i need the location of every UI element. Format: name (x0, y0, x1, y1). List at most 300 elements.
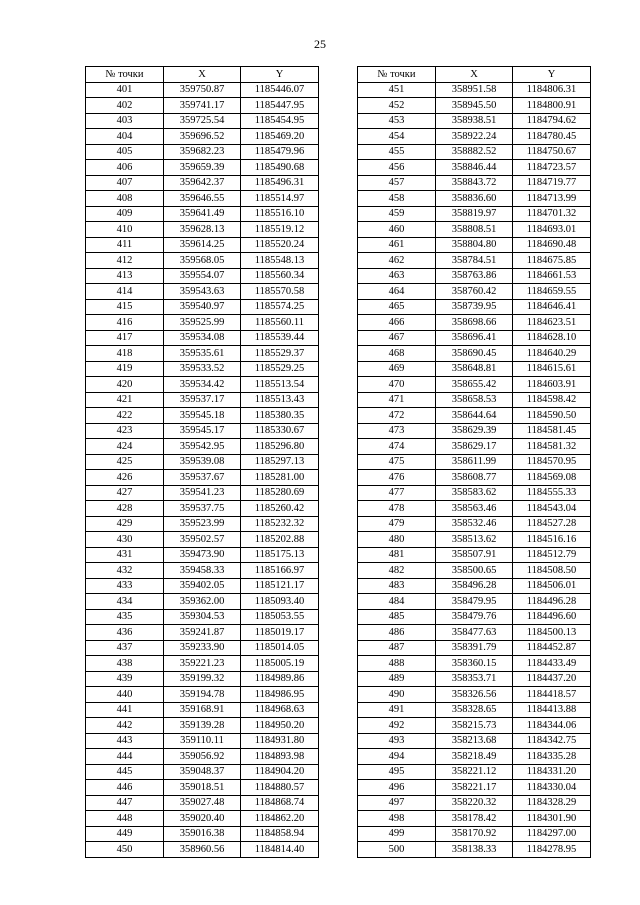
cell-y: 1185520.24 (241, 237, 319, 253)
table-row (86, 671, 319, 687)
cell-y: 1184331.20 (513, 764, 591, 780)
cell-y: 1184543.04 (513, 501, 591, 517)
cell-x: 359741.17 (164, 98, 241, 114)
table-row (358, 222, 591, 238)
table-row (358, 454, 591, 470)
cell-y: 1185548.13 (241, 253, 319, 269)
cell-x: 358655.42 (436, 377, 513, 393)
cell-point-number: 417 (86, 330, 164, 346)
table-row (358, 640, 591, 656)
cell-x: 359646.55 (164, 191, 241, 207)
cell-x: 358215.73 (436, 718, 513, 734)
cell-point-number: 469 (358, 361, 436, 377)
table-row (358, 253, 591, 269)
cell-x: 358763.86 (436, 268, 513, 284)
table-row (358, 284, 591, 300)
cell-point-number: 485 (358, 609, 436, 625)
cell-x: 358804.80 (436, 237, 513, 253)
table-row (358, 656, 591, 672)
cell-point-number: 474 (358, 439, 436, 455)
header-point-number: № точки (358, 67, 436, 83)
cell-y: 1184675.85 (513, 253, 591, 269)
table-row (86, 175, 319, 191)
cell-y: 1184570.95 (513, 454, 591, 470)
cell-x: 359020.40 (164, 811, 241, 827)
cell-point-number: 498 (358, 811, 436, 827)
cell-point-number: 401 (86, 82, 164, 98)
table-row (86, 501, 319, 517)
cell-x: 358808.51 (436, 222, 513, 238)
cell-point-number: 484 (358, 594, 436, 610)
cell-y: 1184581.45 (513, 423, 591, 439)
cell-point-number: 462 (358, 253, 436, 269)
table-row (358, 842, 591, 858)
cell-x: 358328.65 (436, 702, 513, 718)
table-row (358, 129, 591, 145)
cell-x: 359537.67 (164, 470, 241, 486)
table-row (86, 129, 319, 145)
cell-x: 359534.42 (164, 377, 241, 393)
table-row (86, 578, 319, 594)
cell-point-number: 442 (86, 718, 164, 734)
cell-y: 1184496.28 (513, 594, 591, 610)
cell-point-number: 411 (86, 237, 164, 253)
table-row (86, 392, 319, 408)
cell-y: 1185516.10 (241, 206, 319, 222)
cell-x: 358945.50 (436, 98, 513, 114)
cell-point-number: 456 (358, 160, 436, 176)
cell-y: 1184931.80 (241, 733, 319, 749)
cell-y: 1184690.48 (513, 237, 591, 253)
cell-x: 359537.75 (164, 501, 241, 517)
table-row (86, 826, 319, 842)
cell-point-number: 473 (358, 423, 436, 439)
cell-x: 359725.54 (164, 113, 241, 129)
table-row (86, 330, 319, 346)
cell-x: 359221.23 (164, 656, 241, 672)
cell-y: 1184880.57 (241, 780, 319, 796)
table-row (358, 749, 591, 765)
cell-x: 358690.45 (436, 346, 513, 362)
cell-point-number: 495 (358, 764, 436, 780)
table-header-row (358, 67, 591, 83)
cell-x: 358391.79 (436, 640, 513, 656)
cell-y: 1184500.13 (513, 625, 591, 641)
cell-y: 1184780.45 (513, 129, 591, 145)
cell-x: 359027.48 (164, 795, 241, 811)
cell-x: 359241.87 (164, 625, 241, 641)
header-y: Y (241, 67, 319, 83)
table-row (86, 423, 319, 439)
cell-x: 358784.51 (436, 253, 513, 269)
cell-point-number: 458 (358, 191, 436, 207)
table-row (358, 501, 591, 517)
cell-y: 1184516.16 (513, 532, 591, 548)
cell-y: 1185166.97 (241, 563, 319, 579)
cell-y: 1184968.63 (241, 702, 319, 718)
cell-x: 358819.97 (436, 206, 513, 222)
cell-y: 1184615.61 (513, 361, 591, 377)
table-row (358, 408, 591, 424)
cell-y: 1184506.01 (513, 578, 591, 594)
table-row (86, 346, 319, 362)
cell-y: 1184623.51 (513, 315, 591, 331)
cell-point-number: 496 (358, 780, 436, 796)
cell-x: 358648.81 (436, 361, 513, 377)
cell-y: 1184750.67 (513, 144, 591, 160)
cell-point-number: 493 (358, 733, 436, 749)
cell-y: 1184661.53 (513, 268, 591, 284)
cell-y: 1184413.88 (513, 702, 591, 718)
table-row (358, 733, 591, 749)
table-row (86, 640, 319, 656)
cell-y: 1184328.29 (513, 795, 591, 811)
table-row (358, 563, 591, 579)
cell-point-number: 463 (358, 268, 436, 284)
cell-y: 1184433.49 (513, 656, 591, 672)
cell-x: 359642.37 (164, 175, 241, 191)
cell-x: 358882.52 (436, 144, 513, 160)
cell-y: 1185574.25 (241, 299, 319, 315)
table-row (358, 330, 591, 346)
cell-y: 1184794.62 (513, 113, 591, 129)
cell-x: 358644.64 (436, 408, 513, 424)
cell-y: 1185490.68 (241, 160, 319, 176)
cell-point-number: 497 (358, 795, 436, 811)
cell-x: 359199.32 (164, 671, 241, 687)
table-row (358, 547, 591, 563)
cell-x: 359362.00 (164, 594, 241, 610)
cell-x: 358496.28 (436, 578, 513, 594)
cell-y: 1184508.50 (513, 563, 591, 579)
header-point-number: № точки (86, 67, 164, 83)
cell-x: 359016.38 (164, 826, 241, 842)
cell-point-number: 471 (358, 392, 436, 408)
cell-y: 1184628.10 (513, 330, 591, 346)
cell-point-number: 441 (86, 702, 164, 718)
table-row (86, 795, 319, 811)
cell-point-number: 428 (86, 501, 164, 517)
cell-x: 359696.52 (164, 129, 241, 145)
cell-y: 1184646.41 (513, 299, 591, 315)
table-row (86, 733, 319, 749)
table-row (358, 795, 591, 811)
cell-x: 359750.87 (164, 82, 241, 98)
table-row (358, 268, 591, 284)
table-row (358, 826, 591, 842)
table-row (86, 98, 319, 114)
table-row (86, 563, 319, 579)
cell-point-number: 433 (86, 578, 164, 594)
cell-x: 359233.90 (164, 640, 241, 656)
table-row (358, 718, 591, 734)
cell-x: 358760.42 (436, 284, 513, 300)
cell-point-number: 421 (86, 392, 164, 408)
cell-x: 359018.51 (164, 780, 241, 796)
cell-y: 1184603.91 (513, 377, 591, 393)
cell-y: 1185053.55 (241, 609, 319, 625)
cell-x: 359543.63 (164, 284, 241, 300)
cell-x: 359048.37 (164, 764, 241, 780)
cell-y: 1185539.44 (241, 330, 319, 346)
table-row (86, 656, 319, 672)
cell-point-number: 449 (86, 826, 164, 842)
cell-x: 359542.95 (164, 439, 241, 455)
cell-y: 1184986.95 (241, 687, 319, 703)
cell-point-number: 426 (86, 470, 164, 486)
cell-y: 1184581.32 (513, 439, 591, 455)
cell-x: 359534.08 (164, 330, 241, 346)
table-row (86, 82, 319, 98)
cell-point-number: 404 (86, 129, 164, 145)
cell-point-number: 499 (358, 826, 436, 842)
table-row (86, 780, 319, 796)
table-row (358, 671, 591, 687)
table-row (86, 361, 319, 377)
cell-y: 1185479.96 (241, 144, 319, 160)
cell-point-number: 451 (358, 82, 436, 98)
cell-y: 1185560.34 (241, 268, 319, 284)
table-row (358, 625, 591, 641)
cell-y: 1184893.98 (241, 749, 319, 765)
cell-x: 358563.46 (436, 501, 513, 517)
cell-y: 1184569.08 (513, 470, 591, 486)
cell-point-number: 477 (358, 485, 436, 501)
cell-point-number: 446 (86, 780, 164, 796)
cell-point-number: 472 (358, 408, 436, 424)
table-row (358, 811, 591, 827)
cell-point-number: 440 (86, 687, 164, 703)
table-row (358, 764, 591, 780)
cell-point-number: 486 (358, 625, 436, 641)
table-row (86, 811, 319, 827)
table-row (358, 392, 591, 408)
table-row (86, 842, 319, 858)
table-row (358, 594, 591, 610)
cell-point-number: 489 (358, 671, 436, 687)
cell-x: 358218.49 (436, 749, 513, 765)
table-row (358, 160, 591, 176)
table-row (86, 191, 319, 207)
cell-y: 1185260.42 (241, 501, 319, 517)
cell-point-number: 436 (86, 625, 164, 641)
cell-x: 358220.32 (436, 795, 513, 811)
cell-y: 1184527.28 (513, 516, 591, 532)
cell-x: 358213.68 (436, 733, 513, 749)
cell-x: 359525.99 (164, 315, 241, 331)
cell-point-number: 416 (86, 315, 164, 331)
cell-y: 1185175.13 (241, 547, 319, 563)
cell-x: 359628.13 (164, 222, 241, 238)
cell-x: 358353.71 (436, 671, 513, 687)
cell-y: 1184344.06 (513, 718, 591, 734)
cell-y: 1184278.95 (513, 842, 591, 858)
table-row (358, 315, 591, 331)
cell-y: 1184950.20 (241, 718, 319, 734)
cell-point-number: 483 (358, 578, 436, 594)
cell-x: 358477.63 (436, 625, 513, 641)
table-row (86, 160, 319, 176)
cell-x: 358500.65 (436, 563, 513, 579)
cell-x: 359502.57 (164, 532, 241, 548)
table-row (86, 284, 319, 300)
cell-y: 1184862.20 (241, 811, 319, 827)
cell-x: 358138.33 (436, 842, 513, 858)
cell-y: 1185519.12 (241, 222, 319, 238)
cell-point-number: 408 (86, 191, 164, 207)
cell-point-number: 455 (358, 144, 436, 160)
cell-point-number: 447 (86, 795, 164, 811)
cell-x: 359545.17 (164, 423, 241, 439)
cell-y: 1185281.00 (241, 470, 319, 486)
cell-x: 358836.60 (436, 191, 513, 207)
cell-y: 1185529.37 (241, 346, 319, 362)
cell-point-number: 427 (86, 485, 164, 501)
table-header-row (86, 67, 319, 83)
cell-point-number: 423 (86, 423, 164, 439)
cell-x: 358611.99 (436, 454, 513, 470)
cell-y: 1184640.29 (513, 346, 591, 362)
cell-y: 1185232.32 (241, 516, 319, 532)
table-row (86, 470, 319, 486)
cell-point-number: 445 (86, 764, 164, 780)
cell-point-number: 452 (358, 98, 436, 114)
cell-point-number: 476 (358, 470, 436, 486)
cell-y: 1184719.77 (513, 175, 591, 191)
cell-point-number: 424 (86, 439, 164, 455)
cell-x: 358951.58 (436, 82, 513, 98)
cell-y: 1184806.31 (513, 82, 591, 98)
table-row (358, 377, 591, 393)
cell-x: 359110.11 (164, 733, 241, 749)
cell-x: 358960.56 (164, 842, 241, 858)
cell-y: 1185513.43 (241, 392, 319, 408)
cell-point-number: 413 (86, 268, 164, 284)
cell-x: 359554.07 (164, 268, 241, 284)
cell-y: 1185280.69 (241, 485, 319, 501)
table-row (358, 780, 591, 796)
cell-point-number: 492 (358, 718, 436, 734)
table-row (358, 361, 591, 377)
cell-x: 358583.62 (436, 485, 513, 501)
cell-point-number: 412 (86, 253, 164, 269)
cell-point-number: 439 (86, 671, 164, 687)
cell-point-number: 491 (358, 702, 436, 718)
cell-point-number: 419 (86, 361, 164, 377)
table-row (86, 222, 319, 238)
cell-y: 1184590.50 (513, 408, 591, 424)
table-row (358, 82, 591, 98)
cell-point-number: 457 (358, 175, 436, 191)
cell-point-number: 494 (358, 749, 436, 765)
cell-y: 1185014.05 (241, 640, 319, 656)
table-row (358, 423, 591, 439)
table-row (358, 98, 591, 114)
cell-point-number: 464 (358, 284, 436, 300)
cell-x: 358608.77 (436, 470, 513, 486)
table-row (86, 687, 319, 703)
table-row (86, 253, 319, 269)
cell-y: 1184301.90 (513, 811, 591, 827)
cell-point-number: 482 (358, 563, 436, 579)
cell-point-number: 406 (86, 160, 164, 176)
cell-y: 1185296.80 (241, 439, 319, 455)
table-row (86, 625, 319, 641)
table-row (86, 439, 319, 455)
table-row (86, 113, 319, 129)
cell-y: 1184437.20 (513, 671, 591, 687)
cell-y: 1184713.99 (513, 191, 591, 207)
cell-x: 359194.78 (164, 687, 241, 703)
table-row (358, 516, 591, 532)
cell-x: 358938.51 (436, 113, 513, 129)
cell-point-number: 431 (86, 547, 164, 563)
table-row (86, 299, 319, 315)
cell-point-number: 481 (358, 547, 436, 563)
cell-x: 358532.46 (436, 516, 513, 532)
cell-point-number: 468 (358, 346, 436, 362)
cell-y: 1184659.55 (513, 284, 591, 300)
cell-x: 359659.39 (164, 160, 241, 176)
cell-x: 359139.28 (164, 718, 241, 734)
cell-point-number: 490 (358, 687, 436, 703)
cell-x: 358739.95 (436, 299, 513, 315)
cell-x: 359168.91 (164, 702, 241, 718)
cell-y: 1185330.67 (241, 423, 319, 439)
cell-y: 1184858.94 (241, 826, 319, 842)
cell-point-number: 488 (358, 656, 436, 672)
table-row (358, 702, 591, 718)
cell-point-number: 448 (86, 811, 164, 827)
table-row (86, 315, 319, 331)
cell-point-number: 475 (358, 454, 436, 470)
cell-x: 359540.97 (164, 299, 241, 315)
cell-x: 358922.24 (436, 129, 513, 145)
cell-y: 1185514.97 (241, 191, 319, 207)
cell-x: 358507.91 (436, 547, 513, 563)
cell-x: 358360.15 (436, 656, 513, 672)
table-row (86, 718, 319, 734)
cell-y: 1184555.33 (513, 485, 591, 501)
cell-y: 1185513.54 (241, 377, 319, 393)
cell-point-number: 478 (358, 501, 436, 517)
table-row (86, 485, 319, 501)
cell-x: 359614.25 (164, 237, 241, 253)
cell-x: 359402.05 (164, 578, 241, 594)
cell-x: 358629.39 (436, 423, 513, 439)
table-row (358, 470, 591, 486)
coordinates-table-right (357, 66, 591, 858)
table-row (86, 408, 319, 424)
cell-x: 358698.66 (436, 315, 513, 331)
cell-y: 1185447.95 (241, 98, 319, 114)
cell-point-number: 487 (358, 640, 436, 656)
table-body-right (358, 82, 591, 857)
cell-point-number: 434 (86, 594, 164, 610)
cell-y: 1185446.07 (241, 82, 319, 98)
cell-y: 1185469.20 (241, 129, 319, 145)
table-row (86, 702, 319, 718)
cell-x: 359537.17 (164, 392, 241, 408)
table-row (358, 237, 591, 253)
table-row (358, 206, 591, 222)
cell-x: 359056.92 (164, 749, 241, 765)
table-row (86, 547, 319, 563)
cell-point-number: 437 (86, 640, 164, 656)
cell-y: 1184598.42 (513, 392, 591, 408)
cell-point-number: 479 (358, 516, 436, 532)
cell-point-number: 454 (358, 129, 436, 145)
